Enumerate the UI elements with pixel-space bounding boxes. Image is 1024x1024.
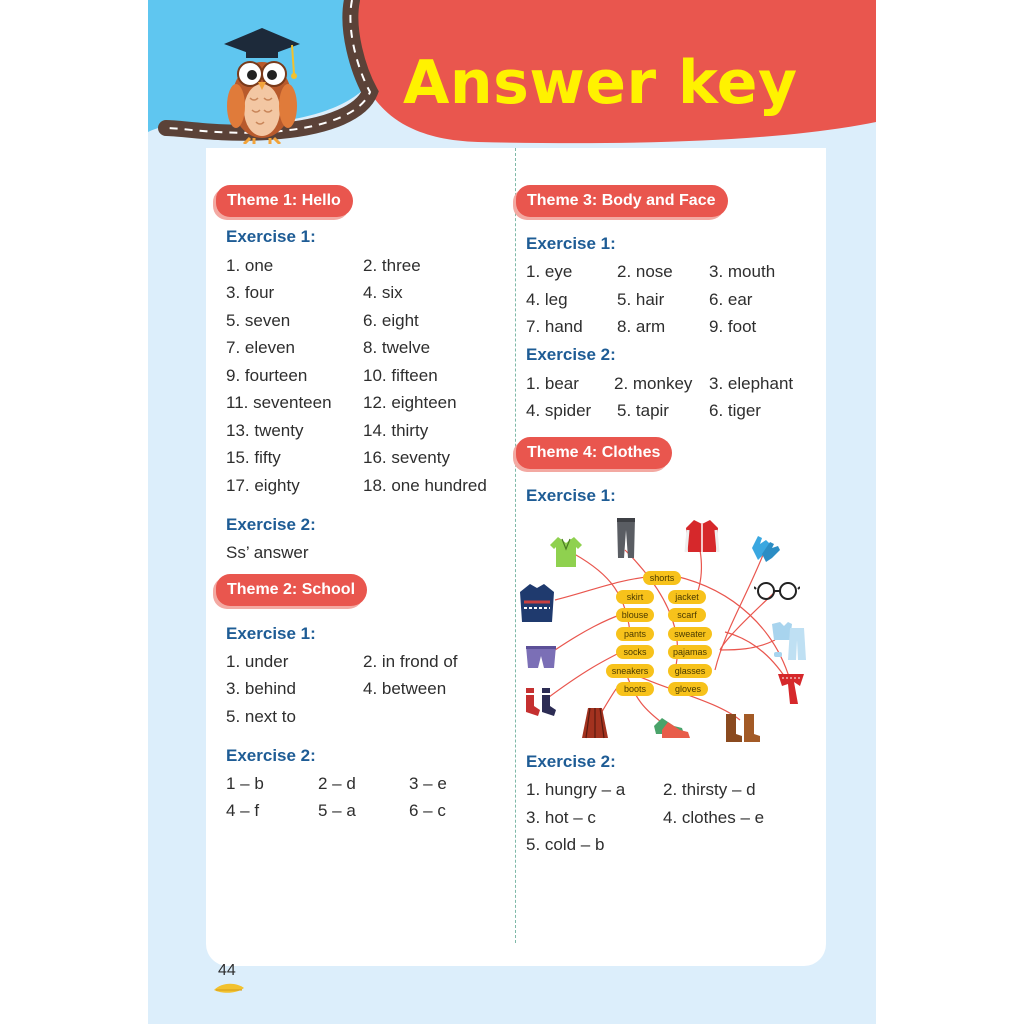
answer-item: 4. between bbox=[363, 679, 447, 698]
pajamas-icon bbox=[768, 620, 808, 662]
answer-item: 4 – f bbox=[226, 801, 260, 820]
theme-2-header: Theme 2: School bbox=[216, 574, 367, 606]
word-tag: blouse bbox=[616, 608, 654, 622]
answer-item: 7. eleven bbox=[226, 338, 295, 357]
word-tag: pants bbox=[616, 627, 654, 641]
word-tag: gloves bbox=[668, 682, 708, 696]
answer-item: 13. twenty bbox=[226, 421, 304, 440]
theme-3-exercise-1-heading: Exercise 1: bbox=[526, 234, 616, 253]
answer-item: 2. in frond of bbox=[363, 652, 458, 671]
answer-item: 1. under bbox=[226, 652, 289, 671]
answer-item: 18. one hundred bbox=[363, 476, 487, 495]
jacket-icon bbox=[684, 518, 720, 554]
answer-item: 3. hot – c bbox=[526, 808, 596, 827]
answer-item: 5 – a bbox=[318, 801, 356, 820]
answer-item: 1. bear bbox=[526, 374, 579, 393]
socks-icon bbox=[522, 686, 560, 718]
leaf-icon bbox=[212, 982, 246, 996]
answer-item: 6. eight bbox=[363, 311, 419, 330]
answer-item: 1 – b bbox=[226, 774, 264, 793]
theme-3-exercise-2-heading: Exercise 2: bbox=[526, 345, 616, 364]
theme-4-header: Theme 4: Clothes bbox=[516, 437, 672, 469]
theme-3-header: Theme 3: Body and Face bbox=[516, 185, 728, 217]
pants-icon bbox=[614, 516, 638, 560]
theme-4-exercise-2-heading: Exercise 2: bbox=[526, 752, 616, 771]
skirt-icon bbox=[580, 706, 610, 740]
answer-item: 3. elephant bbox=[709, 374, 794, 393]
answer-item: 4. spider bbox=[526, 401, 592, 420]
answer-item: 1. eye bbox=[526, 262, 573, 281]
answer-item: 4. leg bbox=[526, 290, 568, 309]
answer-item: 8. arm bbox=[617, 317, 666, 336]
word-tag: scarf bbox=[668, 608, 706, 622]
answer-item: 5. next to bbox=[226, 707, 296, 726]
answer-item: 6. tiger bbox=[709, 401, 761, 420]
answer-item: 15. fifty bbox=[226, 448, 281, 467]
sneakers-icon bbox=[652, 712, 692, 742]
sweater-icon bbox=[518, 582, 556, 626]
answer-item: 5. cold – b bbox=[526, 835, 605, 854]
answer-item: 2. monkey bbox=[614, 374, 693, 393]
answer-item: 4. six bbox=[363, 283, 403, 302]
answer-item: 11. seventeen bbox=[226, 393, 332, 412]
page-number: 44 bbox=[218, 962, 236, 979]
answer-item: 9. foot bbox=[709, 317, 757, 336]
theme-4-exercise-1-heading: Exercise 1: bbox=[526, 486, 616, 505]
answer-item: 3. mouth bbox=[709, 262, 776, 281]
shorts-icon bbox=[524, 644, 558, 670]
answer-item: 3. four bbox=[226, 283, 275, 302]
word-tag: sneakers bbox=[606, 664, 654, 678]
answer-item: 10. fifteen bbox=[363, 366, 438, 385]
answer-item: 2 – d bbox=[318, 774, 356, 793]
word-tag: glasses bbox=[668, 664, 712, 678]
answer-item: 5. hair bbox=[617, 290, 665, 309]
answer-item: 1. hungry – a bbox=[526, 780, 626, 799]
answer-item: 12. eighteen bbox=[363, 393, 457, 412]
boots-icon bbox=[722, 712, 762, 744]
answer-item: 4. clothes – e bbox=[663, 808, 765, 827]
answer-item: 3. behind bbox=[226, 679, 296, 698]
answer-item: 2. three bbox=[363, 256, 421, 275]
answer-item: 16. seventy bbox=[363, 448, 450, 467]
answer-item: 5. seven bbox=[226, 311, 291, 330]
theme-1-exercise-1-heading: Exercise 1: bbox=[226, 227, 316, 246]
theme-2-exercise-2-heading: Exercise 2: bbox=[226, 746, 316, 765]
blouse-icon bbox=[548, 533, 584, 569]
answer-item: 2. nose bbox=[617, 262, 673, 281]
answer-item: 6 – c bbox=[409, 801, 446, 820]
word-tag: boots bbox=[616, 682, 654, 696]
answer-item: 8. twelve bbox=[363, 338, 431, 357]
answer-item: 17. eighty bbox=[226, 476, 300, 495]
answer-item: 3 – e bbox=[409, 774, 447, 793]
page-title: Answer key bbox=[403, 48, 798, 118]
glasses-icon bbox=[754, 580, 800, 602]
word-tag: jacket bbox=[668, 590, 706, 604]
owl-graduate-icon bbox=[220, 18, 304, 144]
gloves-icon bbox=[748, 532, 782, 564]
answer-item: 2. thirsty – d bbox=[663, 780, 756, 799]
theme-1-header: Theme 1: Hello bbox=[216, 185, 353, 217]
answer-item: Ss’ answer bbox=[226, 543, 309, 562]
answer-item: 6. ear bbox=[709, 290, 753, 309]
theme-2-exercise-1-heading: Exercise 1: bbox=[226, 624, 316, 643]
word-tag: skirt bbox=[616, 590, 654, 604]
word-tag: shorts bbox=[643, 571, 681, 585]
word-tag: socks bbox=[616, 645, 654, 659]
answer-item: 5. tapir bbox=[617, 401, 669, 420]
answer-item: 14. thirty bbox=[363, 421, 429, 440]
word-tag: sweater bbox=[668, 627, 712, 641]
answer-item: 1. one bbox=[226, 256, 274, 275]
answer-item: 7. hand bbox=[526, 317, 583, 336]
answer-item: 9. fourteen bbox=[226, 366, 308, 385]
word-tag: pajamas bbox=[668, 645, 712, 659]
theme-1-exercise-2-heading: Exercise 2: bbox=[226, 515, 316, 534]
scarf-icon bbox=[776, 670, 806, 706]
